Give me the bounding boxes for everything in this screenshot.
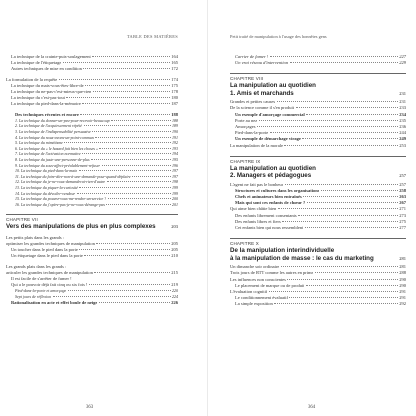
dot-leader bbox=[284, 145, 397, 146]
toc-entry-page: 219 bbox=[171, 282, 178, 288]
chapter-title-text: à la manipulation de masse : le cas du marketing bbox=[230, 254, 374, 262]
toc-entry-title: 6. La technique du « le hasard fait bien les choses » bbox=[15, 145, 98, 151]
toc-entry-title: Un toucher dans le pied dans la porte bbox=[11, 247, 78, 253]
toc-entry-page: 277 bbox=[399, 225, 406, 231]
toc-entry-page: 257 bbox=[399, 181, 406, 187]
dot-leader bbox=[77, 193, 171, 194]
toc-entry-title: Un vrai réseau d'intervention bbox=[235, 60, 289, 66]
dot-leader bbox=[277, 101, 398, 102]
toc-entry-page: 194 bbox=[172, 151, 178, 157]
toc-entry-title: La manipulation de la morale bbox=[230, 142, 283, 148]
dot-leader bbox=[270, 56, 398, 57]
toc-entry-page: 196 bbox=[172, 162, 178, 168]
dot-leader bbox=[84, 255, 169, 256]
toc-entry-title: Trois jours de RTT comme les autres en prime bbox=[230, 270, 314, 276]
toc-entry-page: 263 bbox=[399, 194, 406, 200]
toc-entry-title: Il est facile de s'arrêter de fumer ! bbox=[11, 275, 72, 281]
dot-leader bbox=[82, 153, 170, 154]
toc-entry-title: Un exemple d'amorçage commercial bbox=[235, 111, 305, 117]
toc-entry-page: 288 bbox=[399, 270, 406, 276]
toc-entry-title: Grandes et petites causes bbox=[230, 99, 276, 105]
toc-entry-page: 231 bbox=[399, 99, 406, 105]
dot-leader bbox=[305, 227, 398, 228]
toc-entry-page: 197 bbox=[172, 168, 178, 174]
dot-leader bbox=[59, 79, 170, 80]
dot-leader bbox=[269, 291, 398, 292]
toc-entry-page: 267 bbox=[399, 200, 406, 206]
chapter-title-line2 bbox=[230, 90, 406, 97]
toc-entry-title: De la science comme il s'en produit bbox=[230, 105, 295, 111]
toc-entry-page: 180 bbox=[171, 95, 178, 101]
toc-entry-title: La formulation de la requête bbox=[6, 76, 58, 82]
toc-entry-title: 4. La technique du nous-avons-un-point-commun bbox=[15, 134, 94, 140]
toc-entry-page: 292 bbox=[399, 301, 406, 307]
toc-entry-title: Les grands plats dans les grands : bbox=[6, 263, 67, 269]
toc-entry-page: 229 bbox=[399, 60, 406, 66]
dot-leader bbox=[84, 125, 171, 126]
toc-entry-page: 236 bbox=[399, 124, 406, 130]
toc-entry-title: Chefs et animateurs bien entraînés bbox=[235, 194, 302, 200]
toc-entry-title: articuler les grandes techniques de manipulation bbox=[6, 269, 93, 275]
dot-leader bbox=[315, 272, 398, 273]
dot-leader bbox=[89, 284, 170, 285]
toc-entry-title: 10. La technique du pied-dans-la-main bbox=[15, 168, 78, 174]
chapter-label: CHAPITRE X bbox=[230, 241, 260, 247]
toc-entry-page: 165 bbox=[171, 60, 178, 66]
dot-leader bbox=[66, 97, 169, 98]
dot-leader bbox=[80, 114, 169, 115]
toc-entry-title: Porte au nez bbox=[235, 117, 258, 123]
table-of-contents-left bbox=[6, 54, 178, 310]
dot-leader bbox=[257, 126, 398, 127]
toc-entry-title: La technique du c'est-pas-tout bbox=[11, 95, 65, 101]
toc-entry-title: Les petits plats dans les grands : bbox=[6, 234, 64, 240]
dot-leader bbox=[306, 114, 397, 115]
chapter-title-line1 bbox=[230, 247, 406, 254]
page-number: 363 bbox=[86, 405, 94, 410]
toc-entry-title: Autres techniques de mise en condition bbox=[11, 66, 82, 72]
chapter-page: 257 bbox=[399, 173, 406, 179]
toc-entry-title: 15. La technique du pouvez-vous-me-rendre-un-service ? bbox=[15, 196, 107, 202]
toc-entry-title: Des enfants libres et fiers bbox=[235, 218, 281, 224]
toc-entry-page: 187 bbox=[171, 101, 178, 107]
toc-entry-page: 227 bbox=[399, 54, 406, 59]
chapter-rule bbox=[230, 156, 406, 157]
toc-entry-page: 198 bbox=[172, 179, 178, 185]
toc-entry-title: Qui a le pouvoir déjà fait cinq ou six fois ! bbox=[11, 282, 88, 288]
toc-entry-page: 205 bbox=[171, 240, 178, 246]
dot-leader bbox=[64, 142, 170, 143]
toc-entry-page: 273 bbox=[399, 212, 406, 218]
toc-entry-page: 178 bbox=[171, 89, 178, 95]
dot-leader bbox=[68, 290, 171, 291]
page-number: 364 bbox=[308, 405, 316, 410]
toc-entry-title: Les influences non conscientes bbox=[230, 276, 286, 282]
running-head: TABLE DES MATIÈRES bbox=[126, 34, 178, 39]
toc-entry-title: 2. La technique de l'acquiescement répété bbox=[15, 123, 83, 129]
chapter-title bbox=[6, 223, 178, 230]
toc-entry-page: 195 bbox=[172, 156, 178, 162]
toc-entry-title: 16. La technique du j'opère-pas-je-ne-vous-dérange-pas bbox=[15, 201, 105, 207]
chapter-page: 203 bbox=[171, 224, 178, 230]
dot-leader bbox=[63, 62, 170, 63]
toc-entry-page: 174 bbox=[171, 76, 178, 82]
toc-entry-page: 197 bbox=[172, 173, 178, 179]
dot-leader bbox=[281, 266, 398, 267]
chapter-page: 231 bbox=[399, 90, 406, 96]
chapter-title-line2 bbox=[230, 172, 406, 179]
chapter-title-line2 bbox=[230, 255, 406, 262]
dot-leader bbox=[91, 159, 170, 160]
toc-entry-page: 258 bbox=[399, 187, 406, 193]
chapter-title-line1 bbox=[230, 82, 406, 89]
toc-entry-page: 271 bbox=[399, 206, 406, 212]
chapter-page: 281 bbox=[399, 255, 406, 261]
dot-leader bbox=[92, 56, 170, 57]
dot-leader bbox=[99, 302, 170, 303]
toc-entry-page: 290 bbox=[399, 282, 406, 288]
toc-entry bbox=[230, 301, 406, 307]
dot-leader bbox=[79, 249, 169, 250]
toc-entry-title: La technique du ne-pas-c'est-mieux-que-rien bbox=[11, 89, 92, 95]
dot-leader bbox=[303, 196, 398, 197]
dot-leader bbox=[79, 187, 170, 188]
dot-leader bbox=[85, 85, 170, 86]
toc-entry-title: 7. La technique de l'activation normative bbox=[15, 151, 81, 157]
toc-entry-page: 193 bbox=[172, 145, 178, 151]
dot-leader bbox=[296, 107, 398, 108]
chapter-label: CHAPITRE VIII bbox=[230, 76, 264, 82]
toc-entry-title: Des techniques récentes et encore bbox=[15, 111, 79, 117]
dot-leader bbox=[93, 91, 170, 92]
spacer bbox=[6, 207, 178, 211]
toc-entry-title: Amorçages bbox=[235, 124, 256, 130]
toc-entry-page: 188 bbox=[172, 117, 178, 123]
toc-entry-page: 215 bbox=[171, 269, 178, 275]
toc-entry-page: 234 bbox=[399, 111, 406, 117]
toc-entry-title: 13. La technique du piquer-la-curiosité bbox=[15, 184, 78, 190]
chapter-rule bbox=[230, 238, 406, 239]
toc-entry-page: 220 bbox=[172, 288, 178, 294]
toc-entry-title: La simple exposition bbox=[235, 301, 273, 307]
toc-entry-title: 12. La technique du je-ne-vous-demanderai-rien-d'autre bbox=[15, 179, 106, 185]
dot-leader bbox=[82, 103, 169, 104]
toc-entry-page: 290 bbox=[399, 276, 406, 282]
toc-entry-title: 11. La technique du faire-dire-non-à-une-demande-pour-quand-déplaire bbox=[15, 173, 131, 179]
toc-entry-title: Rationalisation en acte et effet boule de neige bbox=[11, 299, 98, 305]
dot-leader bbox=[95, 137, 170, 138]
toc-entry-title: Un dimanche soir ordinaire bbox=[230, 264, 280, 270]
toc-entry-title: Pied-dans-la-porte bbox=[235, 130, 269, 136]
chapter-label: CHAPITRE VII bbox=[6, 217, 38, 223]
dot-leader bbox=[53, 296, 171, 297]
toc-entry-page: 172 bbox=[171, 66, 178, 72]
toc-entry-title: Carrier de famer ! bbox=[235, 54, 269, 59]
chapter-title-text: De la manipulation interindividuelle bbox=[230, 247, 335, 255]
chapter-title-text: 2. Managers et pédagogues bbox=[230, 172, 312, 180]
dot-leader bbox=[282, 221, 398, 222]
toc-entry-title: 14. La technique du dévoiler-vendeur bbox=[15, 190, 76, 196]
toc-entry-title: La technique du mais-vous-êtes-libre-de bbox=[11, 82, 84, 88]
chapter-title-text: La manipulation au quotidien bbox=[230, 164, 316, 172]
toc-entry-page: 226 bbox=[171, 299, 178, 305]
toc-entry-title: 3. La technique de l'indispensabilité persuasive bbox=[15, 129, 91, 135]
toc-entry-page: 192 bbox=[172, 140, 178, 146]
toc-entry-title: Cet enfants bien qui nous ressemblent bbox=[235, 225, 304, 231]
dot-leader bbox=[108, 198, 171, 199]
toc-entry-page: 175 bbox=[171, 82, 178, 88]
dot-leader bbox=[111, 120, 170, 121]
spacer bbox=[230, 231, 406, 235]
toc-entry-page: 281 bbox=[399, 264, 406, 270]
running-head: Petit traité de manipulation à l'usage des honnêtes gens bbox=[230, 34, 327, 39]
dot-leader bbox=[307, 202, 398, 203]
dot-leader bbox=[287, 279, 397, 280]
dot-leader bbox=[94, 272, 169, 273]
table-of-contents-right bbox=[230, 54, 406, 308]
toc-entry-page: 189 bbox=[172, 123, 178, 129]
toc-entry-title: 8. La technique du juste-une-personne-de-plus bbox=[15, 156, 90, 162]
dot-leader bbox=[298, 215, 398, 216]
dot-leader bbox=[278, 208, 398, 209]
dot-leader bbox=[274, 303, 398, 304]
toc-entry-title: Qui aime bien châtie bien bbox=[230, 206, 277, 212]
toc-entry-page: 205 bbox=[171, 247, 178, 253]
toc-entry-title: L'agent ne fait pas le bonheur bbox=[230, 181, 284, 187]
toc-entry-title: Le placement de marque ou de produit bbox=[235, 282, 305, 288]
toc-entry-title: Des enfants librement consentants bbox=[235, 212, 297, 218]
spacer bbox=[230, 66, 406, 70]
chapter-title-text: Vers des manipulations de plus en plus complexes bbox=[6, 223, 156, 231]
dot-leader bbox=[321, 190, 398, 191]
dot-leader bbox=[102, 165, 171, 166]
toc-entry-title: Un étiquetage dans le pied dans la porte bbox=[11, 253, 83, 259]
dot-leader bbox=[285, 184, 398, 185]
toc-entry-title: Sept jours de réflexion bbox=[15, 293, 52, 299]
right-page bbox=[208, 0, 416, 416]
toc-entry-page: 249 bbox=[399, 136, 406, 142]
toc-entry-page: 224 bbox=[172, 293, 178, 299]
toc-entry-page: 275 bbox=[399, 218, 406, 224]
dot-leader bbox=[96, 243, 169, 244]
toc-entry-page: 233 bbox=[399, 105, 406, 111]
toc-entry-title: La technique du pied-dans-la-mémoire bbox=[11, 101, 81, 107]
dot-leader bbox=[92, 131, 170, 132]
toc-entry-page: 291 bbox=[399, 288, 406, 294]
dot-leader bbox=[107, 181, 171, 182]
toc-entry-title: Pied-dans-la-porte et amorçage bbox=[15, 288, 67, 294]
chapter-rule bbox=[230, 73, 406, 74]
dot-leader bbox=[106, 204, 170, 205]
toc-entry-page: 200 bbox=[172, 196, 178, 202]
toc-entry-page: 291 bbox=[399, 295, 406, 301]
dot-leader bbox=[83, 68, 169, 69]
toc-entry-title: Structures et cultures dans les organisations bbox=[235, 187, 320, 193]
toc-entry-title: Mais qui sont ces enfants de chœur ? bbox=[235, 200, 306, 206]
toc-entry-title: La technique de l'étiquetage bbox=[11, 60, 62, 66]
dot-leader bbox=[99, 148, 170, 149]
chapter-label: CHAPITRE IX bbox=[230, 158, 261, 164]
spacer bbox=[230, 149, 406, 153]
dot-leader bbox=[132, 176, 170, 177]
toc-entry-title: 9. La technique du sous-affect-préalablement-refuser bbox=[15, 162, 101, 168]
toc-entry-page: 210 bbox=[171, 253, 178, 259]
toc-entry-page: 201 bbox=[172, 201, 178, 207]
toc-entry-page: 199 bbox=[172, 190, 178, 196]
toc-entry-page: 188 bbox=[171, 111, 178, 117]
toc-entry-page: 244 bbox=[399, 130, 406, 136]
toc-entry-page: 190 bbox=[172, 129, 178, 135]
dot-leader bbox=[270, 132, 398, 133]
toc-entry-page: 199 bbox=[172, 184, 178, 190]
toc-entry-title: Un exemple de démarchage virage bbox=[235, 136, 301, 142]
toc-entry-title: La technique de la crainte-puis-soulagement bbox=[11, 54, 91, 59]
dot-leader bbox=[289, 297, 397, 298]
toc-entry-title: 1. La technique du donner-un-peu-pour-recevoir-beaucoup bbox=[15, 117, 110, 123]
toc-entry-page: 164 bbox=[171, 54, 178, 59]
chapter-rule bbox=[6, 214, 178, 215]
dot-leader bbox=[79, 170, 171, 171]
toc-entry-title: Le conditionnement évaluatif bbox=[235, 295, 288, 301]
chapter-title-text: 1. Amis et marchands bbox=[230, 89, 294, 97]
toc-entry-page: 191 bbox=[172, 134, 178, 140]
toc-entry-page: 253 bbox=[399, 142, 406, 148]
dot-leader bbox=[290, 62, 398, 63]
chapter-title-text: La manipulation au quotidien bbox=[230, 82, 316, 90]
toc-entry-title: optimiser les grandes techniques de manipulation bbox=[6, 240, 95, 246]
dot-leader bbox=[306, 285, 398, 286]
dot-leader bbox=[259, 120, 398, 121]
dot-leader bbox=[302, 138, 397, 139]
toc-entry-page: 235 bbox=[399, 117, 406, 123]
chapter-title-line1 bbox=[230, 165, 406, 172]
toc-entry-title: L'évaluation cognitif bbox=[230, 288, 268, 294]
toc-entry-title: 5. La technique du mimétisme bbox=[15, 140, 63, 146]
spacer bbox=[6, 306, 178, 310]
